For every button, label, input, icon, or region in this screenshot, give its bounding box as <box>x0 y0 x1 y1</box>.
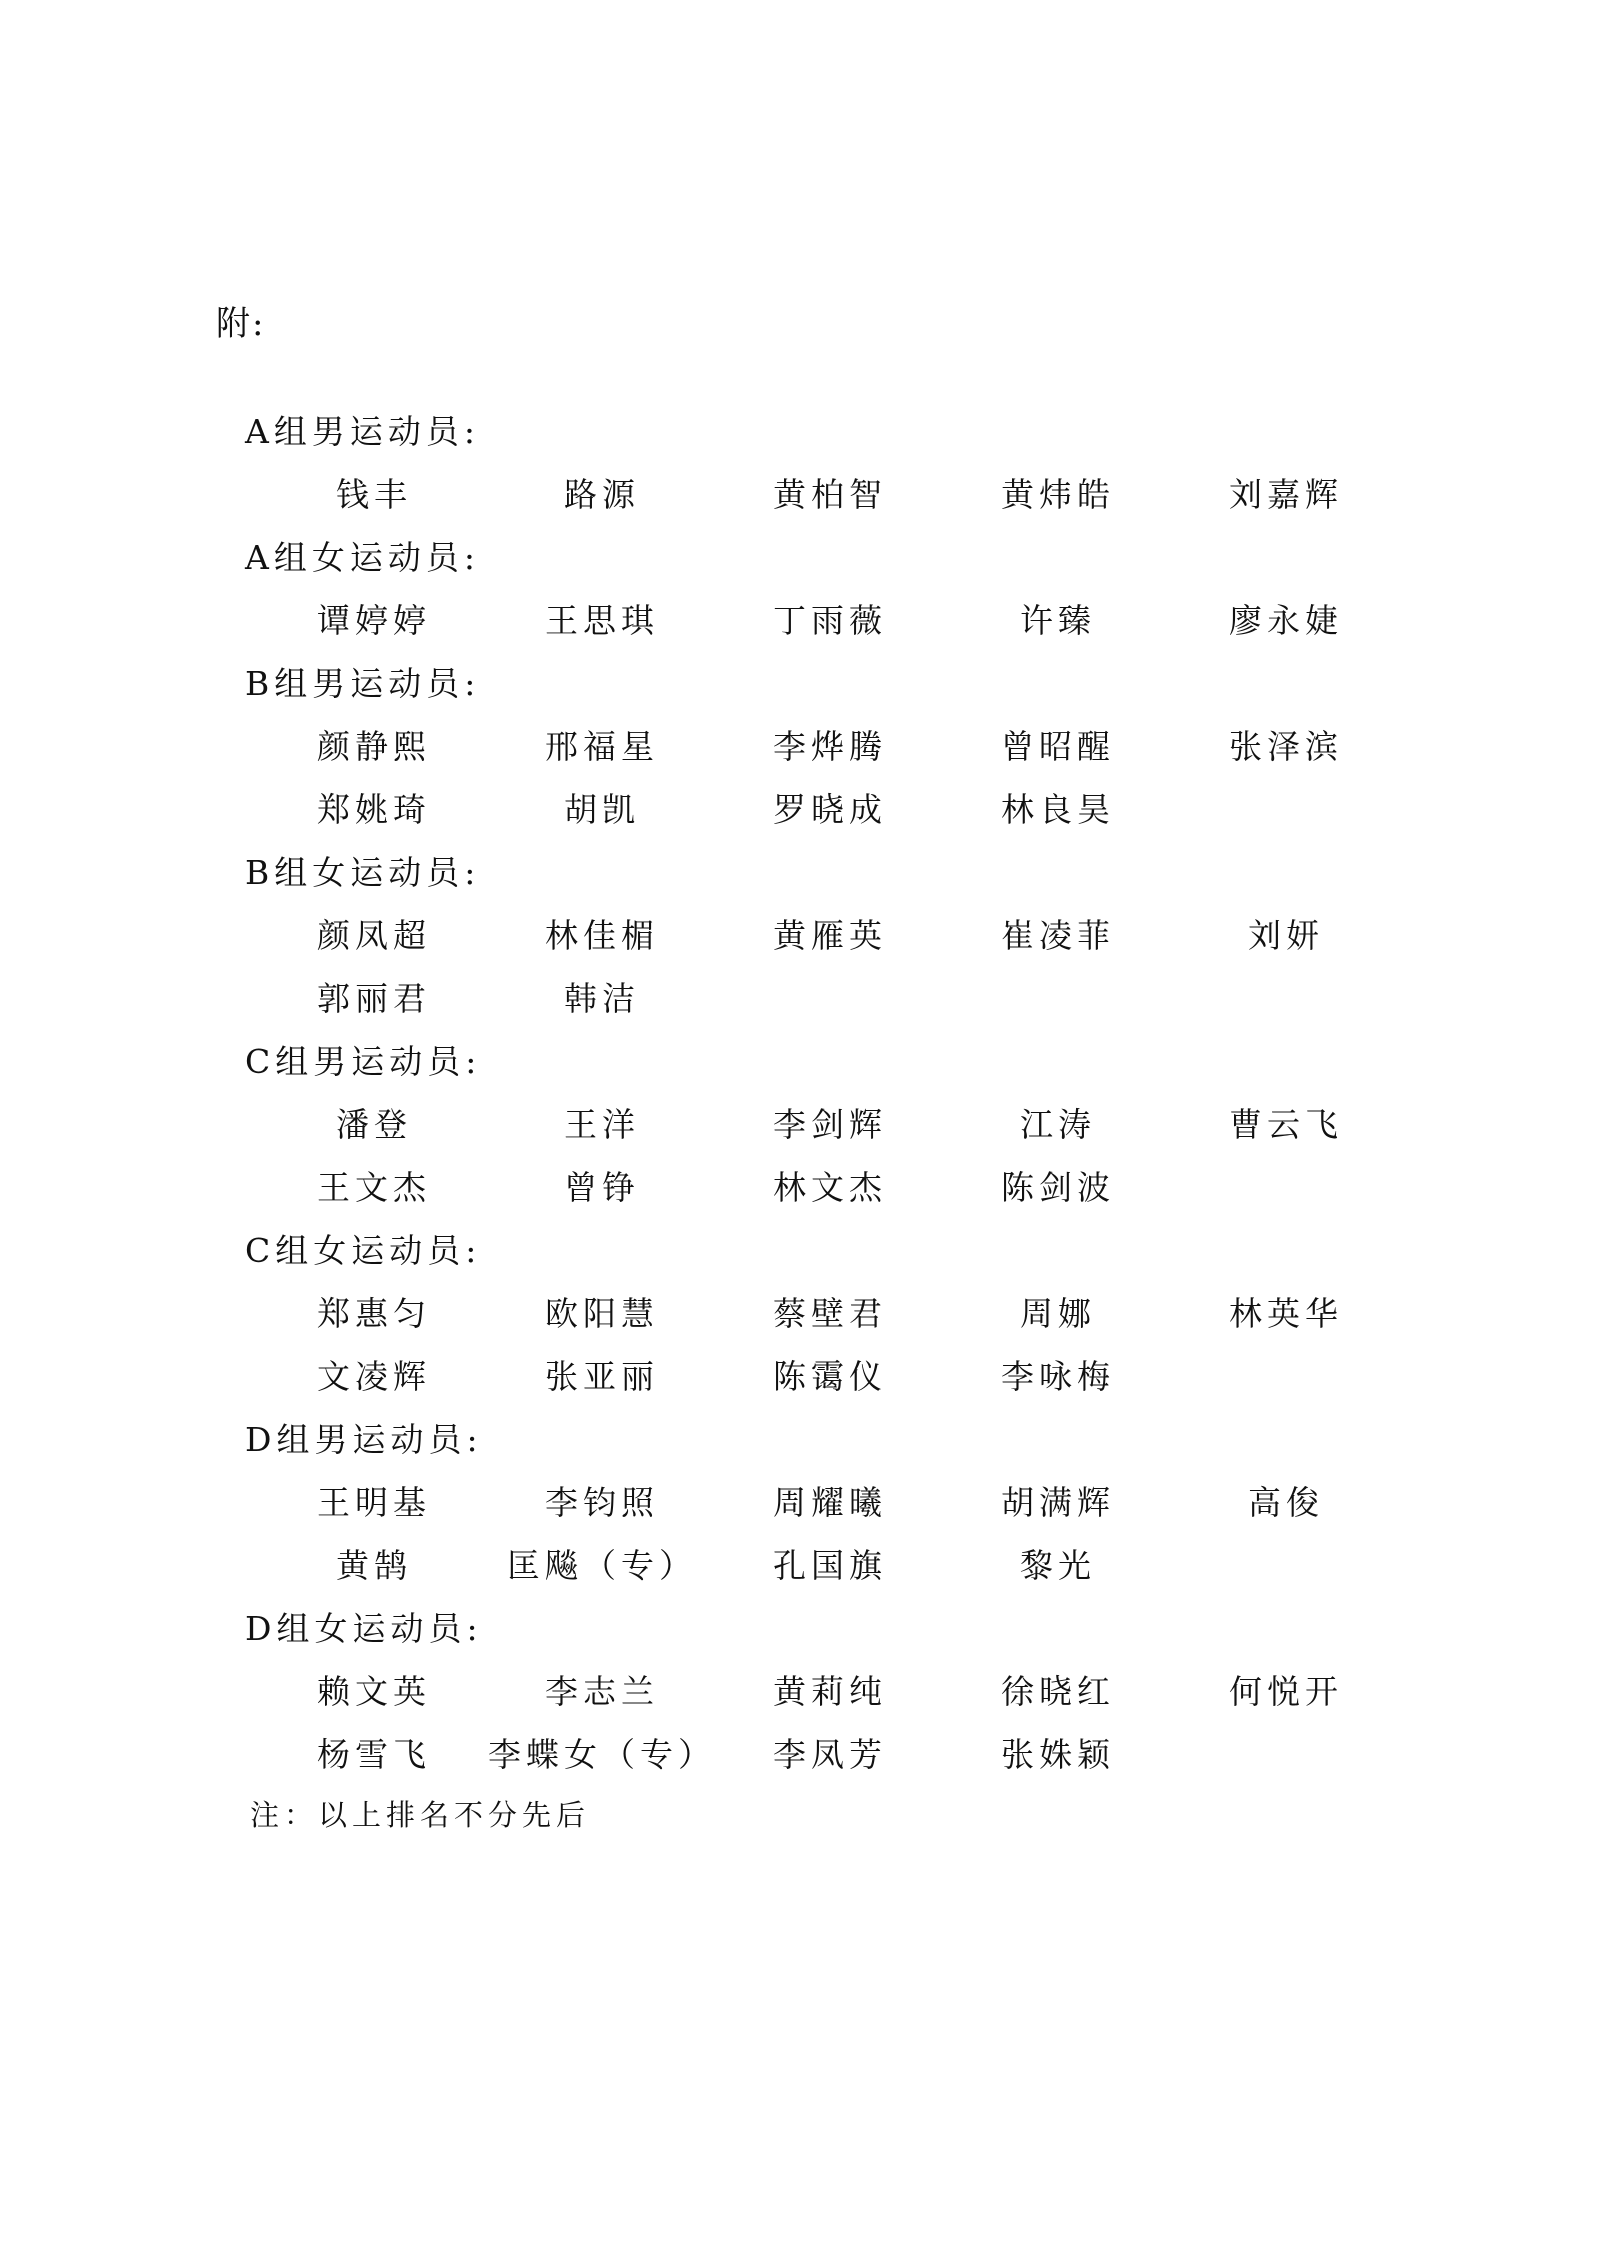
athlete-name: 韩洁 <box>564 979 640 1018</box>
athlete-name: 胡满辉 <box>1001 1483 1115 1522</box>
athlete-name: 郭丽君 <box>317 979 431 1018</box>
athlete-name: 曹云飞 <box>1229 1105 1343 1144</box>
athlete-name: 张泽滨 <box>1229 727 1343 766</box>
name-row <box>260 1282 1600 1345</box>
athlete-name: 邢福星 <box>545 727 659 766</box>
athlete-name: 钱丰 <box>336 475 412 514</box>
athlete-name: 黄雁英 <box>773 916 887 955</box>
athlete-name: 许臻 <box>1020 601 1096 640</box>
athlete-name: 颜静熙 <box>317 727 431 766</box>
athlete-name: 林文杰 <box>773 1168 887 1207</box>
athlete-name: 郑姚琦 <box>317 790 431 829</box>
group-title: A组男运动员: <box>245 412 480 451</box>
athlete-name: 陈剑波 <box>1001 1168 1115 1207</box>
athlete-name: 黄柏智 <box>773 475 887 514</box>
athlete-name: 刘妍 <box>1248 916 1324 955</box>
athlete-name: 江涛 <box>1020 1105 1096 1144</box>
athlete-name: 文凌辉 <box>317 1357 431 1396</box>
athlete-name: 郑惠匀 <box>317 1294 431 1333</box>
athlete-name: 黄炜皓 <box>1001 475 1115 514</box>
athlete-name: 黄莉纯 <box>773 1672 887 1711</box>
name-row <box>260 967 1600 1030</box>
name-row <box>260 463 1600 526</box>
group-title: D组男运动员: <box>245 1420 483 1459</box>
athlete-name: 张姝颖 <box>1001 1735 1115 1774</box>
name-row <box>260 589 1600 652</box>
athlete-name: 曾铮 <box>564 1168 640 1207</box>
athlete-name: 匡飚（专） <box>507 1546 697 1585</box>
athlete-name: 林佳楣 <box>545 916 659 955</box>
group-title: C组女运动员: <box>245 1231 482 1270</box>
name-row <box>260 778 1600 841</box>
attachment-heading: 附: <box>216 304 266 344</box>
name-row <box>260 904 1600 967</box>
name-row <box>260 1471 1600 1534</box>
athlete-name: 潘登 <box>336 1105 412 1144</box>
athlete-name: 周娜 <box>1020 1294 1096 1333</box>
group-title: D组女运动员: <box>245 1609 483 1648</box>
athlete-name: 黄鹄 <box>336 1546 412 1585</box>
athlete-name: 李蝶女（专） <box>488 1735 716 1774</box>
athlete-name: 李烨腾 <box>773 727 887 766</box>
athlete-name: 徐晓红 <box>1001 1672 1115 1711</box>
athlete-name: 王思琪 <box>545 601 659 640</box>
athlete-name: 谭婷婷 <box>317 601 431 640</box>
athlete-name: 林良昊 <box>1001 790 1115 829</box>
name-row <box>260 715 1600 778</box>
athlete-groups <box>0 400 1600 1844</box>
athlete-name: 曾昭醒 <box>1001 727 1115 766</box>
name-row <box>260 1345 1600 1408</box>
athlete-name: 赖文英 <box>317 1672 431 1711</box>
athlete-name: 张亚丽 <box>545 1357 659 1396</box>
athlete-name: 李凤芳 <box>773 1735 887 1774</box>
athlete-name: 欧阳慧 <box>545 1294 659 1333</box>
athlete-name: 李咏梅 <box>1001 1357 1115 1396</box>
group-title: C组男运动员: <box>245 1042 482 1081</box>
athlete-name: 李剑辉 <box>773 1105 887 1144</box>
athlete-name: 李钧照 <box>545 1483 659 1522</box>
athlete-name: 胡凯 <box>564 790 640 829</box>
athlete-name: 颜凤超 <box>317 916 431 955</box>
athlete-name: 蔡壁君 <box>773 1294 887 1333</box>
athlete-name: 王明基 <box>317 1483 431 1522</box>
name-row <box>260 1660 1600 1723</box>
name-row <box>260 1534 1600 1597</box>
group-title: B组女运动员: <box>245 853 481 892</box>
athlete-name: 孔国旗 <box>773 1546 887 1585</box>
athlete-name: 罗晓成 <box>773 790 887 829</box>
athlete-name: 周耀曦 <box>773 1483 887 1522</box>
athlete-name: 杨雪飞 <box>317 1735 431 1774</box>
athlete-name: 路源 <box>564 475 640 514</box>
name-row <box>260 1093 1600 1156</box>
group-title: B组男运动员: <box>245 664 481 703</box>
athlete-name: 王文杰 <box>317 1168 431 1207</box>
group-title: A组女运动员: <box>245 538 480 577</box>
athlete-name: 丁雨薇 <box>773 601 887 640</box>
athlete-name: 黎光 <box>1020 1546 1096 1585</box>
ranking-note: 注：以上排名不分先后 <box>250 1798 591 1832</box>
athlete-name: 刘嘉辉 <box>1229 475 1343 514</box>
athlete-name: 王洋 <box>564 1105 640 1144</box>
name-row <box>260 1156 1600 1219</box>
athlete-name: 何悦开 <box>1229 1672 1343 1711</box>
name-row <box>260 1723 1600 1786</box>
athlete-name: 崔凌菲 <box>1001 916 1115 955</box>
athlete-name: 李志兰 <box>545 1672 659 1711</box>
athlete-name: 林英华 <box>1229 1294 1343 1333</box>
athlete-name: 高俊 <box>1248 1483 1324 1522</box>
athlete-name: 陈霭仪 <box>773 1357 887 1396</box>
athlete-name: 廖永婕 <box>1229 601 1343 640</box>
